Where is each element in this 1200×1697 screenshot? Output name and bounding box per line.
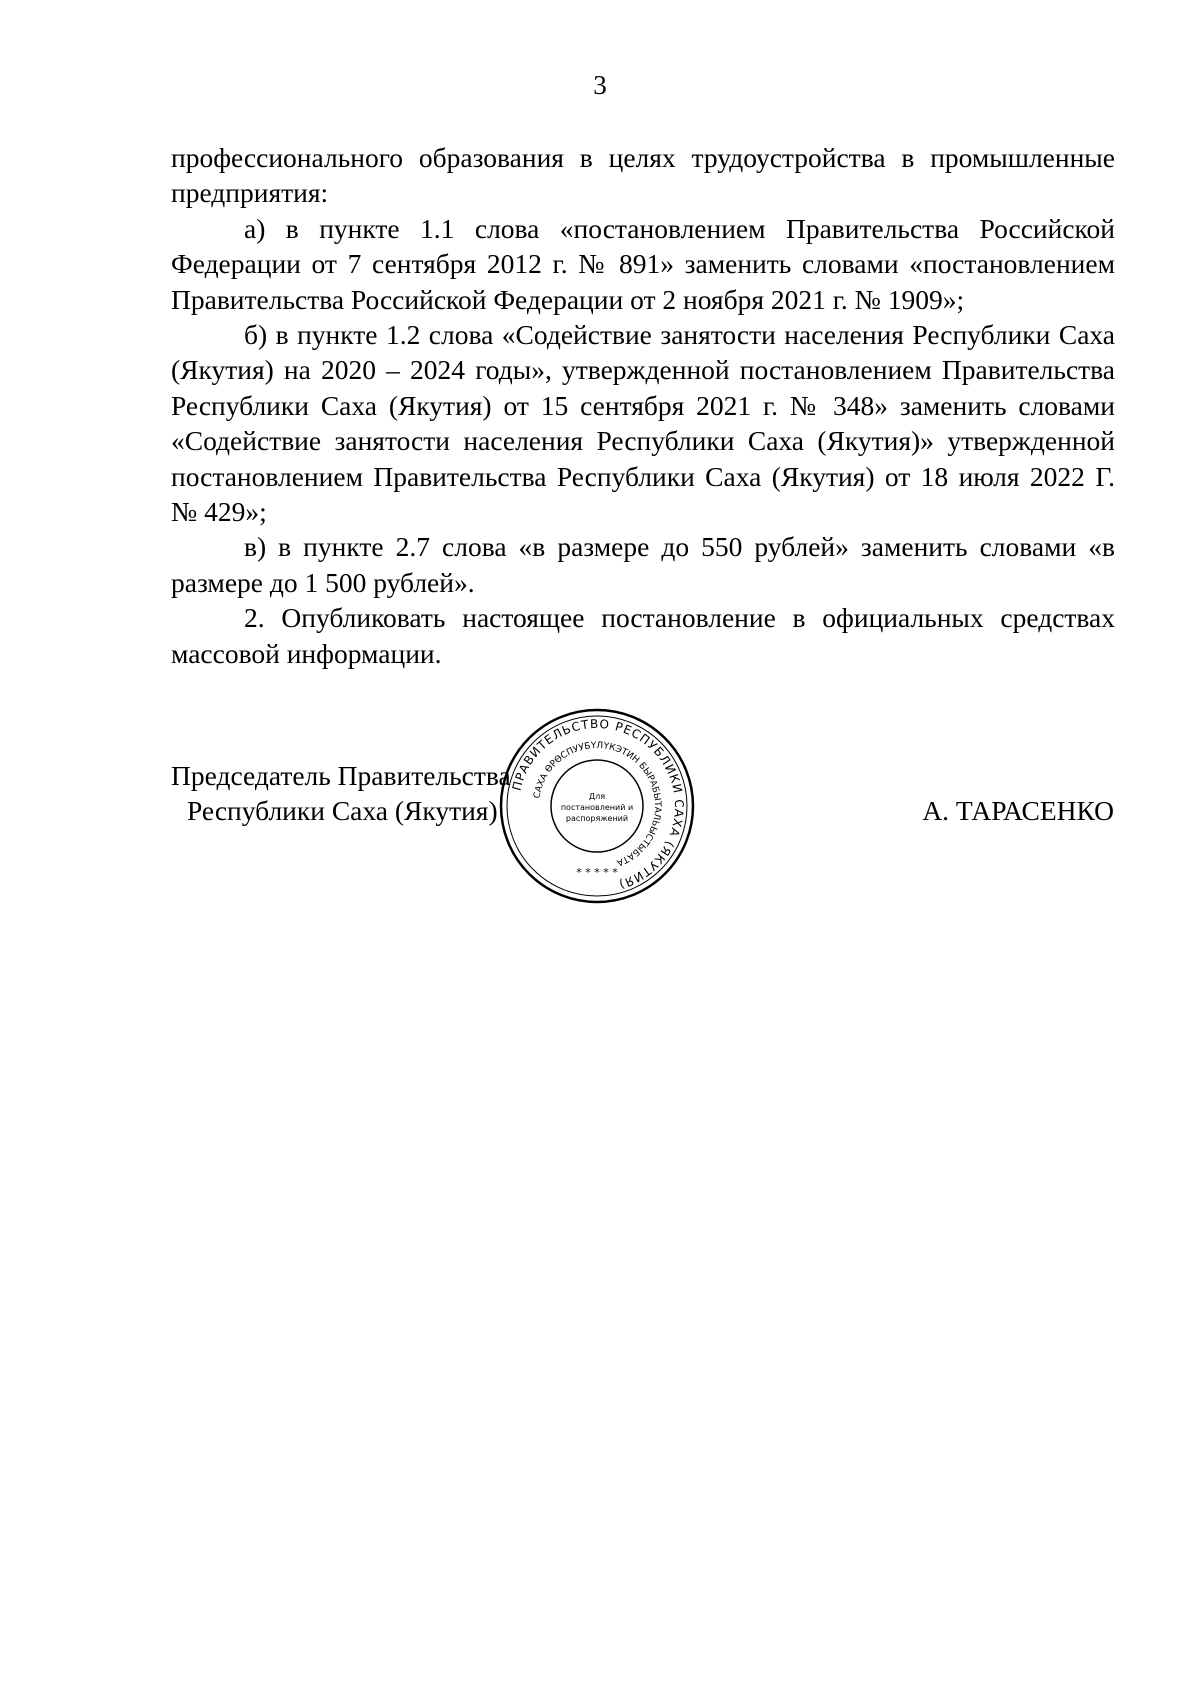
seal-graphic (497, 706, 697, 906)
signatory-position-line2: Республики Саха (Якутия) (187, 795, 498, 826)
seal-center-line1: Для (588, 792, 606, 801)
signatory-name: А. ТАРАСЕНКО (922, 795, 1114, 826)
signatory-position-line1: Председатель Правительства (171, 760, 511, 791)
paragraph-publish: 2. Опубликовать настоящее постановление в официальных средствах массовой информации. (171, 602, 1115, 669)
document-body (171, 140, 1115, 671)
seal-center-line2: постановлений и (560, 803, 634, 812)
seal-stars: * * * * * (576, 866, 618, 879)
seal-outer-text: ПРАВИТЕЛЬСТВО РЕСПУБЛИКИ САХА (ЯКУТИЯ) (509, 716, 687, 892)
official-seal (497, 706, 697, 906)
seal-inner-ring-text: САХА ӨРӨСПУУБҮЛҮКЭТИН БЫРАБЫТАЛЬЫСТЫБАТА (532, 740, 663, 868)
signatory-position (171, 758, 511, 828)
paragraph-continuation: профессионального образования в целях трудоустройства в промышленные предприятия: (171, 142, 1115, 209)
seal-center-line3: распоряжений (565, 814, 629, 823)
paragraph-item-v: в) в пункте 2.7 слова «в размере до 550 рублей» заменить словами «в размере до 1 500 рублей». (171, 531, 1115, 598)
paragraph-item-b: б) в пункте 1.2 слова «Содействие занятости населения Республики Саха (Якутия) на 2020 – 2024 годы», утвержденной постановлением Правительства Республики Саха (Якутия) от 15 сентября 2021 г. № 348» заменить словами «Содействие занятости населения Республики Саха (Якутия)» утвержденной постановлением Правительства Республики Саха (Якутия) от 18 июля 2022 Г. № 429»; (171, 319, 1115, 528)
paragraph-item-a: а) в пункте 1.1 слова «постановлением Правительства Российской Федерации от 7 сентября 2012 г. № 891» заменить словами «постановлением Правительства Российской Федерации от 2 ноября 2021 г. № 1909»; (171, 212, 1115, 315)
page-number: 3 (593, 70, 607, 100)
